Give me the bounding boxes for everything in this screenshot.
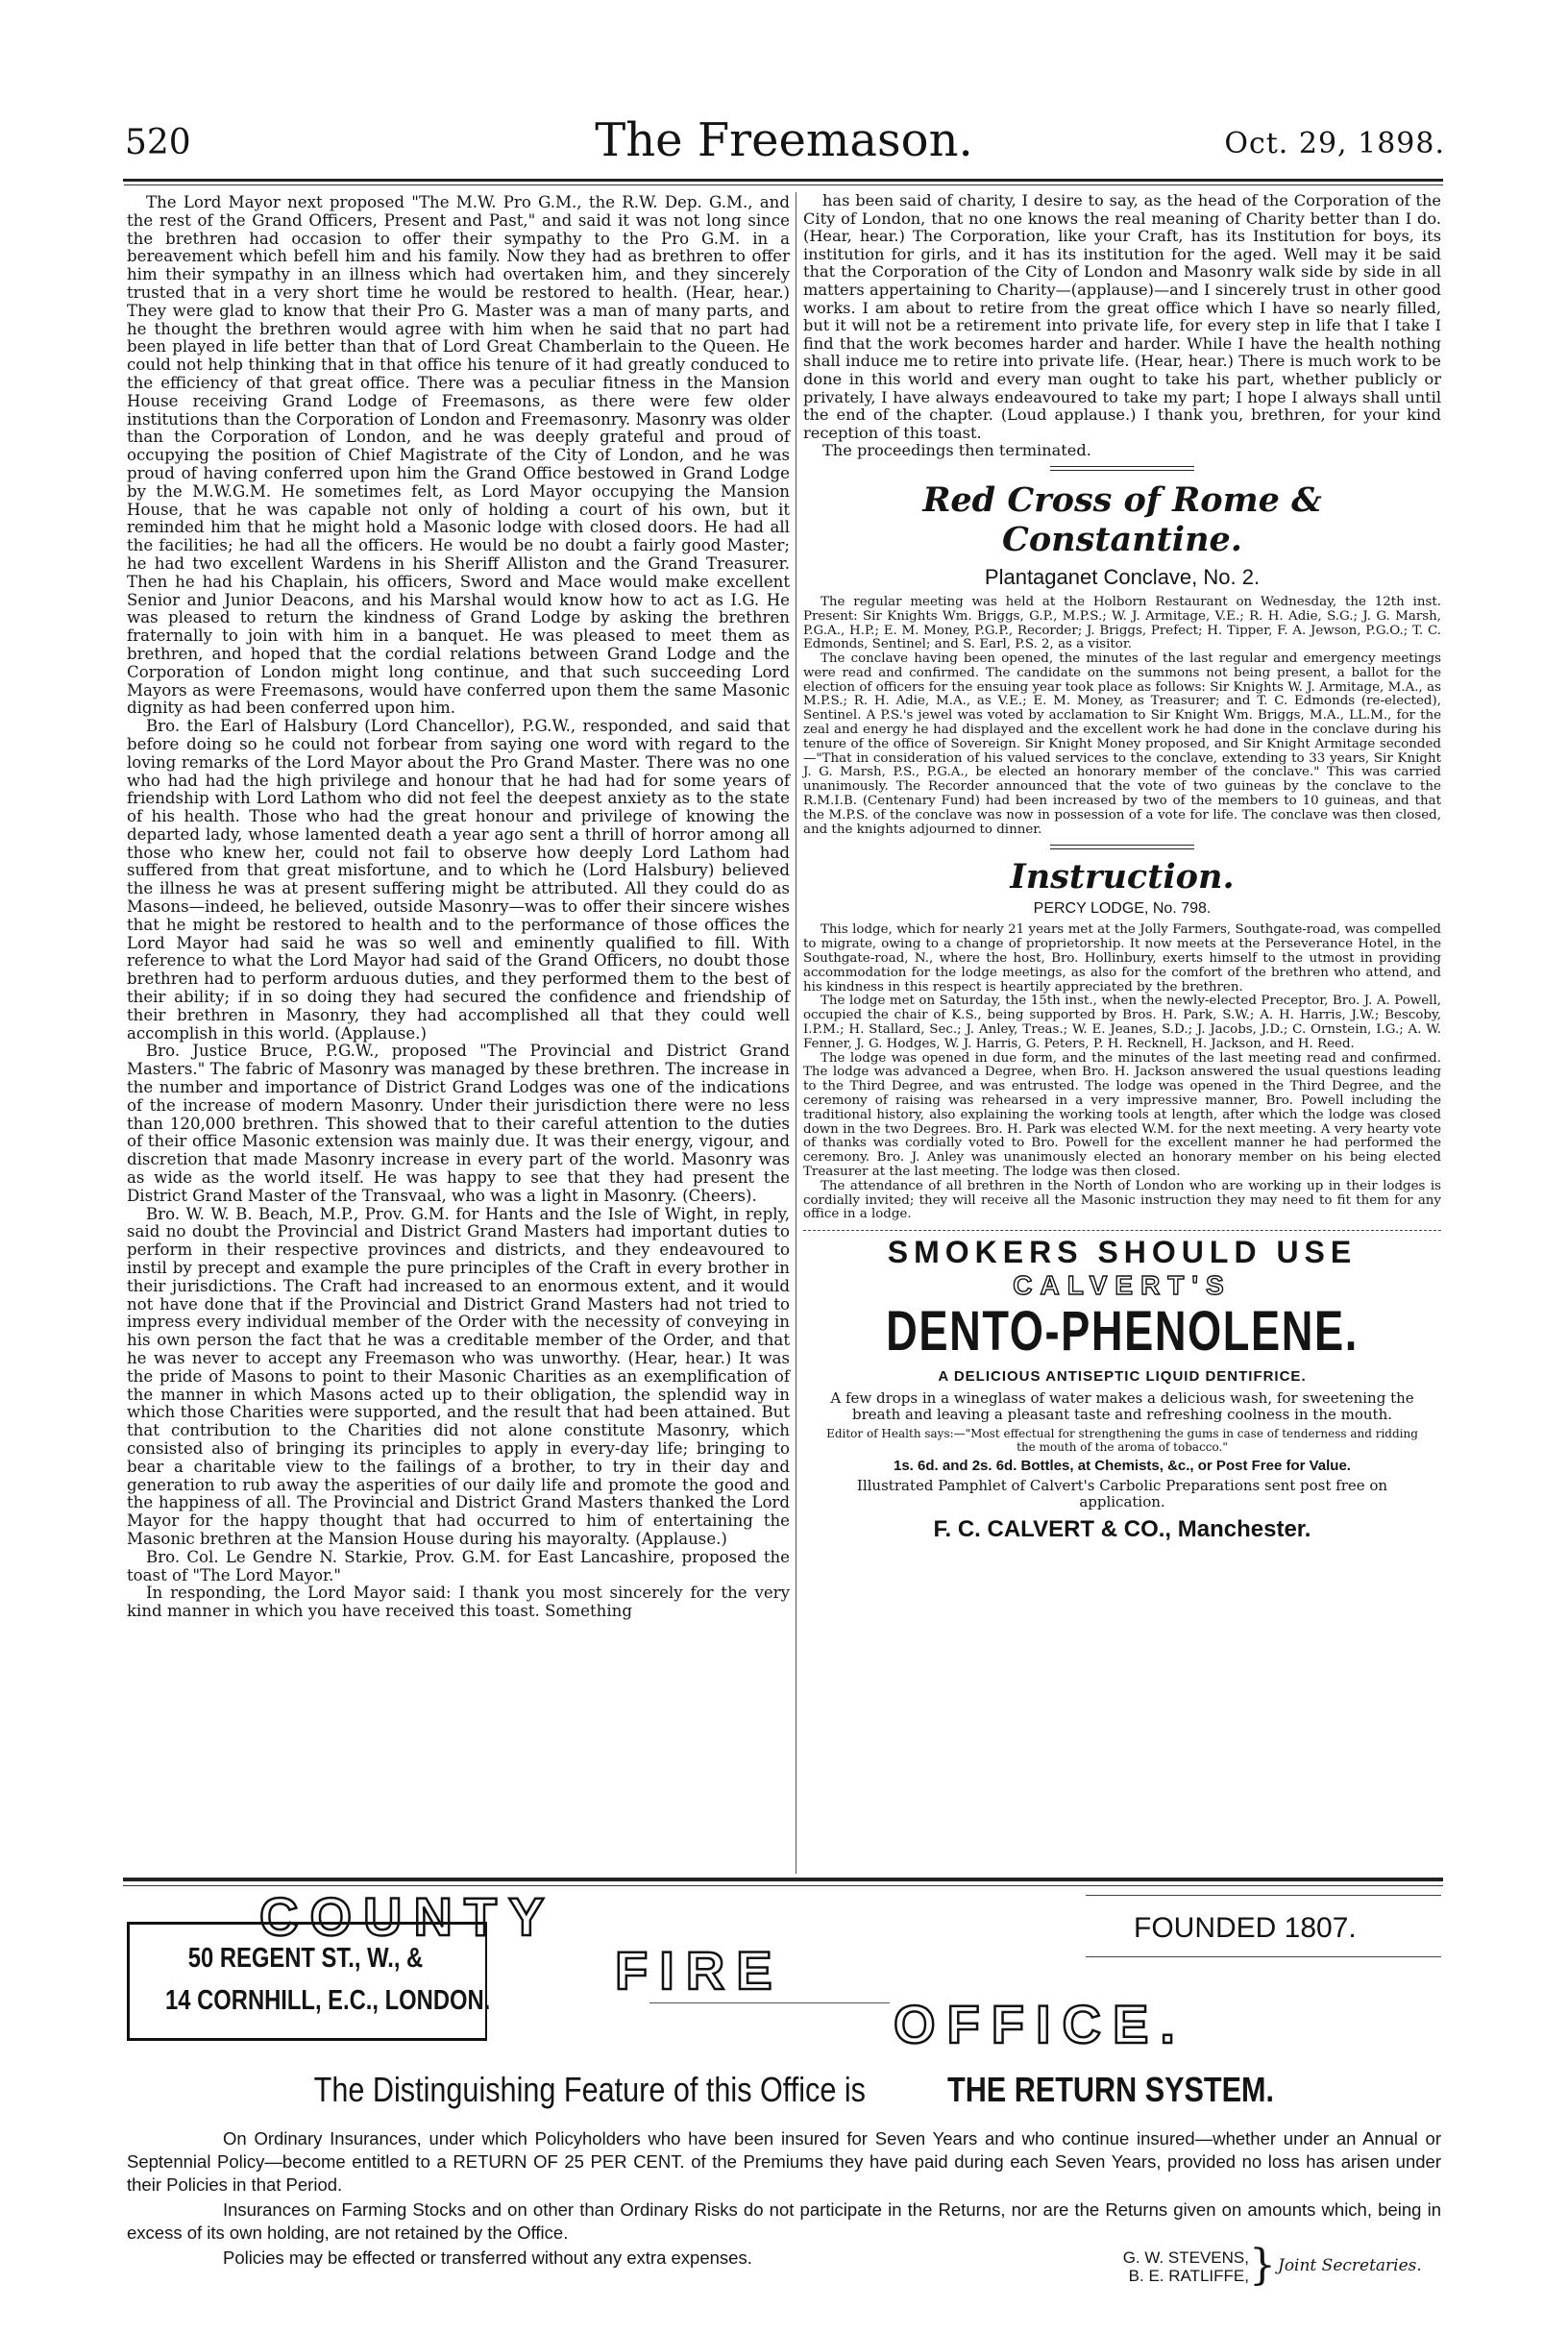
section-title-instruction: Instruction. xyxy=(1010,857,1235,897)
founded-label: FOUNDED 1807. xyxy=(1134,1912,1357,1944)
section-separator xyxy=(1050,845,1194,849)
secretaries-names xyxy=(1028,2248,1249,2285)
ad-quote: Editor of Health says:—"Most effectual for strengthening the gums in case of tenderness and ridding the mouth of the aroma of tobacco." xyxy=(826,1427,1418,1455)
section-subtitle: Plantaganet Conclave, No. 2. xyxy=(984,564,1261,589)
fire-word: FIRE xyxy=(615,1940,784,2001)
ad-headline: SMOKERS SHOULD USE xyxy=(887,1235,1358,1270)
right-column xyxy=(803,192,1441,1543)
ad-description: A few drops in a wineglass of water makes a delicious wash, for sweetening the breath and leaving a pleasant taste and refreshing coolness in the mouth. xyxy=(830,1389,1414,1424)
office-word: OFFICE. xyxy=(894,1994,1187,2054)
ad-pamphlet: Illustrated Pamphlet of Calvert's Carbolic Preparations sent post free on application. xyxy=(856,1477,1388,1511)
ad-divider xyxy=(803,1230,1441,1231)
address-line-2: 14 CORNHILL, E.C., LONDON. xyxy=(165,1985,491,2016)
insurance-paragraph: On Ordinary Insurances, under which Policyholders who have been insured for Seven Years and who continue insured—whether under an Annual or Septennial Policy—become entitled to a RETURN OF 25 PER CENT. of the Premiums they have paid during each Seven Years, provided no loss has arisen under their Policies in that Period. xyxy=(127,2128,1441,2195)
founded-rule xyxy=(1086,1895,1441,1896)
article-paragraph: has been said of charity, I desire to say, as the head of the Corporation of the City of London, that no one knows the real meaning of Charity better than I do. (Hear, hear.) The Corporation, like your Craft, has its Institution for boys, its institution for girls, and it has its institution for the aged. Well may it be said that the Corporation of the City of London and Masonry walk side by side in all matters appertaining to Charity—(applause)—and I sincerely trust in other good works. I am about to retire from the great office which I have so nearly filled, but it will not be a retirement into private life, for every step in life that I take I find that the work becomes harder and harder. While I have the health nothing shall induce me to retire into private life. (Hear, hear.) There is much work to be done in this world and every man ought to take his part, whether publicly or privately, I have always endeavoured to take my part; I hope I always shall until the end of the chapter. (Loud applause.) I thank you, brethren, for your kind reception of this toast. xyxy=(803,191,1441,442)
article-paragraph: Bro. W. W. B. Beach, M.P., Prov. G.M. for Hants and the Isle of Wight, in reply, said no doubt the Provincial and District Grand Masters had important duties to perform in their respective provinces and districts, and they endeavoured to instil by precept and example the pure principles of the Craft in every brother in their jurisdictions. The Craft had increased to an enormous extent, and it would not have done that if the Provincial and District Grand Masters had not tried to impress every individual member of the Order with the necessity of conveying in his own person the fact that he was a creditable member of the Order, and that he was never to accept any Freemason who was unworthy. (Hear, hear.) It was the pride of Masons to point to their Masonic Charities as an exemplification of the manner in which Masons acted up to their obligation, the splendid way in which those Charities were supported, and the result that had been attained. But that contribution to the Charities did not alone constitute Masonry, which consisted also of bringing its principles to apply in every-day life; bringing to bear a charitable view to the failings of a brother, to try in their day and generation to rub away the asperities of our daily life and promote the good and the happiness of all. The Provincial and District Grand Masters thanked the Lord Mayor for the happy thought that had occurred to him of entertaining the Masonic brethren at the Mansion House during his mayoralty. (Applause.) xyxy=(127,1204,790,1548)
ad-product-name: DENTO-PHENOLENE. xyxy=(886,1300,1359,1363)
ad-company: F. C. CALVERT & CO., Manchester. xyxy=(933,1516,1311,1543)
article-paragraph: Bro. Justice Bruce, P.G.W., proposed "The Provincial and District Grand Masters." The fabric of Masonry was managed by these brethren. The increase in the number and importance of District Grand Lodges was one of the indications of the increase of modern Masonry. Under their jurisdiction there were no less than 120,000 brethren. This showed that to their careful attention to the duties of their office Masonic extension was mainly due. It was their energy, vigour, and discretion that made Masonry increase in every part of the world. Masonry was as wide as the world itself. He was happy to see that they had present the District Grand Master of the Transvaal, who was a light in Masonry. (Cheers). xyxy=(127,1042,790,1205)
return-system-headline xyxy=(0,2070,1568,2110)
article-paragraph: In responding, the Lord Mayor said: I thank you most sincerely for the very kind manner in which you have received this toast. Something xyxy=(127,1584,790,1621)
issue-date: Oct. 29, 1898. xyxy=(1224,127,1445,160)
ad-prices: 1s. 6d. and 2s. 6d. Bottles, at Chemists, &c., or Post Free for Value. xyxy=(894,1458,1351,1475)
insurance-paragraph: Insurances on Farming Stocks and on other than Ordinary Risks do not participate in the Returns, nor are the Returns given on amounts which, being in excess of its own holding, are not retained by the Office. xyxy=(127,2199,1441,2243)
section-subtitle: PERCY LODGE, No. 798. xyxy=(1033,900,1212,918)
secretary-name: G. W. STEVENS, xyxy=(1122,2248,1249,2267)
left-column xyxy=(127,194,790,1621)
ad-rule xyxy=(649,2002,890,2003)
article-paragraph: Bro. Col. Le Gendre N. Starkie, Prov. G.M. for East Lancashire, proposed the toast of "The Lord Mayor." xyxy=(127,1547,790,1584)
ad-top-rule xyxy=(123,1878,1443,1881)
article-paragraph: The attendance of all brethren in the North of London who are working up in their lodges is cordially invited; they will receive all the Masonic instruction they may need to fit them for any office in a lodge. xyxy=(803,1178,1441,1222)
section-separator xyxy=(1050,466,1194,471)
secretaries-title: Joint Secretaries. xyxy=(1278,2256,1422,2275)
ad-tagline: A DELICIOUS ANTISEPTIC LIQUID DENTIFRICE. xyxy=(938,1368,1307,1386)
smokers-advertisement xyxy=(803,1235,1441,1543)
insurance-paragraph: Policies may be effected or transferred without any extra expenses. xyxy=(223,2247,752,2268)
article-paragraph: The conclave having been opened, the minutes of the last regular and emergency meetings were read and confirmed. The candidate on the summons not being present, a ballot for the election of officers for the ensuing year took place as follows: Sir Knights W. J. Armitage, M.A., as M.P.S.; R. H. Adie, M.A., as V.E.; E. M. Money, as Treasurer; and T. C. Edmonds (re-elected), Sentinel. A P.S.'s jewel was voted by acclamation to Sir Knight Wm. Briggs, M.A., LL.M., for the zeal and energy he had displayed and the excellent work he had done in the conclave during his tenure of the office of Sovereign. Sir Knight Money proposed, and Sir Knight Armitage seconded—"That in consideration of his valued services to the conclave, extending to 33 years, Sir Knight J. G. Marsh, P.S., P.G.A., be elected an honorary member of the conclave." This was carried unanimously. The Recorder announced that the vote of two guineas by the conclave to the R.M.I.B. (Centenary Fund) had been increased by two of the members to 10 guineas, and that the M.P.S. of the conclave was now in possession of a vote for life. The conclave was then closed, and the knights adjourned to dinner. xyxy=(803,651,1441,837)
address-box xyxy=(127,1922,491,2041)
headline-emphasis: THE RETURN SYSTEM. xyxy=(947,2070,1275,2109)
article-paragraph: This lodge, which for nearly 21 years met at the Jolly Farmers, Southgate-road, was compelled to migrate, owing to a change of proprietorship. It now meets at the Perseverance Hotel, in the Southgate-road, N., where the host, Bro. Hollinbury, exerts himself to the utmost in providing accommodation for the lodge meetings, as also for the comfort of the brethren who attend, and his kindness in this respect is heartily appreciated by the brethren. xyxy=(803,922,1441,995)
address-line-1: 50 REGENT ST., W., & xyxy=(187,1943,424,1974)
article-paragraph: Bro. the Earl of Halsbury (Lord Chancellor), P.G.W., responded, and said that before doing so he could not forbear from saying one word with regard to the loving remarks of the Lord Mayor about the Pro Grand Master. There was no one who had had the high privilege and honour that he had had for some years of friendship with Lord Lathom who did not feel the deepest anxiety as to the state of his health. Those who had the great honour and privilege of knowing the departed lady, whose lamented death a year ago sent a thrill of horror among all those who knew her, could not fail to observe how deeply Lord Lathom had suffered from that great misfortune, and to which he (Lord Halsbury) believed the illness he was at present suffering might be attributed. All they could do as Masons—indeed, he believed, outside Masonry—was to offer their sincere wishes that he might be restored to health and to the performance of those offices the Lord Mayor had said he was so well and eminently qualified to fill. With reference to what the Lord Mayor had said of the Grand Officers, no doubt those brethren had to perform arduous duties, and they performed them to the best of their ability; if in so doing they had secured the confidence and friendship of their brethren in Masonry, they had accomplished all that they could well accomplish in this world. (Applause.) xyxy=(127,717,790,1043)
brace-glyph: } xyxy=(1249,2241,1276,2290)
founded-rule xyxy=(1086,1956,1441,1957)
article-paragraph: The lodge was opened in due form, and the minutes of the last meeting read and confirmed. The lodge was advanced a Degree, when Bro. H. Jackson answered the usual questions leading to the Third Degree, and was entrusted. The lodge was opened in the Third Degree, and the ceremony of raising was rehearsed in a very impressive manner, Bro. Powell including the traditional history, also explaining the working tools at length, after which the lodge was closed down in the two Degrees. Bro. H. Park was elected W.M. for the next meeting. A very hearty vote of thanks was cordially voted to Bro. Powell for the excellent manner he had performed the ceremony. Bro. J. Anley was unanimously elected an honorary member on his being elected Treasurer at the last meeting. The lodge was then closed. xyxy=(803,1050,1441,1179)
header-rule-thin xyxy=(124,184,1443,185)
article-paragraph: The lodge met on Saturday, the 15th inst., when the newly-elected Preceptor, Bro. J. A. Powell, occupied the chair of K.S., being supported by Bros. H. Park, S.W.; A. H. Harris, J.W.; Bescoby, I.P.M.; H. Stallard, Sec.; J. Anley, Treas.; W. E. Jeanes, S.D.; J. Jacobs, J.D.; C. Ornstein, I.G.; A. W. Fenner, J. G. Hodges, W. J. Harris, G. Peters, P. H. Recknell, H. Jackson, and H. Reed. xyxy=(803,994,1441,1051)
ad-brand: CALVERT'S xyxy=(1013,1270,1232,1301)
article-paragraph: The regular meeting was held at the Holborn Restaurant on Wednesday, the 12th inst. Present: Sir Knights Wm. Briggs, G.P., M.P.S.; W. J. Armitage, V.E.; R. H. Adie, S.G.; J. G. Marsh, P.G.A., H.P.; E. M. Money, P.G.P., Recorder; J. Briggs, Prefect; H. Tipper, F. A. Jewson, P.G.O.; T. C. Edmonds, Sentinel; and S. Earl, P.S. 2, as a visitor. xyxy=(803,594,1441,652)
county-word: COUNTY xyxy=(259,1886,556,1947)
headline-text: The Distinguishing Feature of this Office is xyxy=(313,2070,866,2109)
article-paragraph: The proceedings then terminated. xyxy=(822,441,1091,460)
article-paragraph: The Lord Mayor next proposed "The M.W. Pro G.M., the R.W. Dep. G.M., and the rest of the Grand Officers, Present and Past," and said it was not long since the brethren had occasion to offer their sympathy to the Pro G.M. in a bereavement which befell him and his family. Now they had as brethren to offer him their sympathy in an illness which had overtaken him, and they sincerely trusted that in a very short time he would be restored to health. (Hear, hear.) They were glad to know that their Pro G. Master was a man of many parts, and he thought the brethren would agree with him when he said that no part had been played in life better than that of Lord Great Chamberlain to the Queen. He could not help thinking that in that office his tenure of it had greatly conduced to the efficiency of that great office. There was a peculiar fitness in the Mansion House receiving Grand Lodge of Freemasons, as there were few older institutions than the Corporation of London and Freemasonry. Masonry was older than the Corporation of London, and he was deeply grateful and proud of occupying the position of Chief Magistrate of the City of London, and he was proud of having conferred upon him the Grand Office bestowed in Grand Lodge by the M.W.G.M. He sometimes felt, as Lord Mayor occupying the Mansion House, that he was capable not only of holding a court of his own, but it reminded him that he might hold a Masonic lodge with closed doors. He had all the facilities; he had all the officers. He would be no doubt a fairly good Master; he had two excellent Wardens in his Sheriff Alliston and the Grand Treasurer. Then he had his Chaplain, his officers, Sword and Mace would make excellent Senior and Junior Deacons, and his Marshal would know how to act as I.G. He was pleased to return the kindness of Grand Lodge by asking the brethren fraternally to join with him in a banquet. He was pleased to meet them as brethren, and hoped that the cordial relations between Grand Lodge and the Corporation of London might long continue, and that such succeeding Lord Mayors as were Freemasons, would have conferred upon them the same Masonic dignity as had been conferred upon him. xyxy=(127,193,790,718)
header-rule xyxy=(123,179,1443,182)
page-title: The Freemason. xyxy=(595,113,973,167)
page-number: 520 xyxy=(125,123,191,162)
secretary-name: B. E. RATLIFFE, xyxy=(1128,2267,1249,2285)
section-title-red-cross: Red Cross of Rome & Constantine. xyxy=(922,479,1322,559)
